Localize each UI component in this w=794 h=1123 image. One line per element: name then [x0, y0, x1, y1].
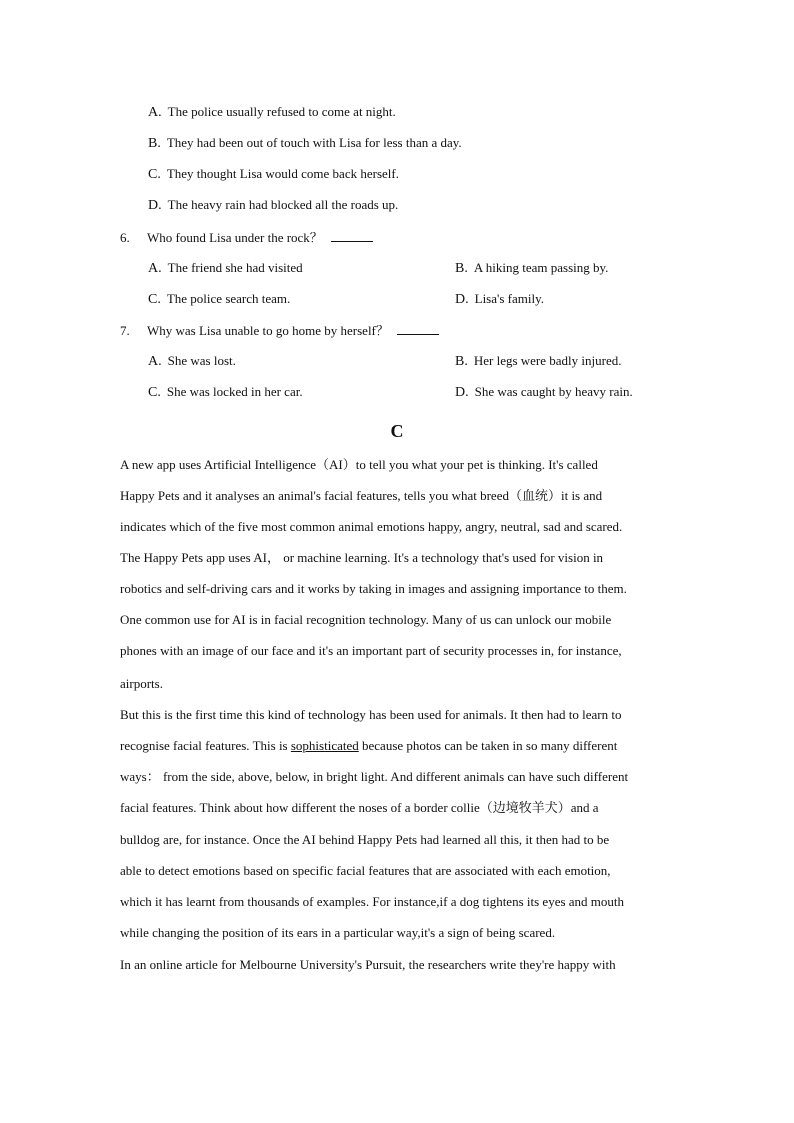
option-letter: C.: [148, 385, 161, 400]
q7-stem: [120, 322, 439, 339]
option-letter: B.: [455, 261, 468, 276]
option-letter: D.: [455, 292, 469, 307]
option-text: Lisa's family.: [474, 291, 544, 306]
option-text: She was lost.: [167, 353, 236, 368]
question-number: 6.: [120, 230, 130, 245]
q6-option-a[interactable]: [148, 260, 303, 277]
q7-option-a[interactable]: [148, 353, 236, 370]
option-letter: A.: [148, 354, 162, 369]
passage-line: while changing the position of its ears in a particular way,it's a sign of being scared.: [120, 925, 556, 940]
q7-option-b[interactable]: [455, 353, 621, 370]
passage-line: bulldog are, for instance. Once the AI behind Happy Pets had learned all this, it then had to be: [120, 832, 610, 847]
passage-line: [120, 738, 617, 754]
passage-line: able to detect emotions based on specific facial features that are associated with each emotion,: [120, 863, 611, 878]
option-letter: D.: [455, 385, 469, 400]
passage-line: indicates which of the five most common animal emotions happy, angry, neutral, sad and scared.: [120, 519, 623, 534]
q6-option-d[interactable]: [455, 291, 544, 308]
option-letter: C.: [148, 167, 161, 182]
passage-text: because photos can be taken in so many different: [358, 738, 618, 753]
answer-blank[interactable]: [331, 229, 373, 242]
q5-option-d[interactable]: [148, 197, 398, 214]
section-title: C: [390, 421, 404, 441]
option-text: The police usually refused to come at night.: [167, 104, 396, 119]
passage-line: ways： from the side, above, below, in bright light. And different animals can have such different: [120, 769, 629, 784]
question-text: Who found Lisa under the rock？: [147, 230, 323, 245]
passage-line: which it has learnt from thousands of examples. For instance,if a dog tightens its eyes and mouth: [120, 894, 625, 909]
question-number: 7.: [120, 323, 130, 338]
question-text: Why was Lisa unable to go home by herself？: [147, 323, 389, 338]
option-text: She was caught by heavy rain.: [474, 384, 633, 399]
option-text: They thought Lisa would come back herself.: [166, 166, 399, 181]
q7-option-d[interactable]: [455, 384, 633, 401]
underlined-word: sophisticated: [290, 738, 359, 753]
passage-line: Happy Pets and it analyses an animal's facial features, tells you what breed（血统）it is and: [120, 488, 603, 503]
option-text: The friend she had visited: [167, 260, 303, 275]
passage-line: phones with an image of our face and it's an important part of security processes in, for instance,: [120, 643, 622, 658]
option-letter: A.: [148, 105, 162, 120]
option-text: She was locked in her car.: [166, 384, 303, 399]
q6-option-b[interactable]: [455, 260, 608, 277]
option-letter: B.: [148, 136, 161, 151]
option-letter: C.: [148, 292, 161, 307]
passage-line: robotics and self-driving cars and it works by taking in images and assigning importance to them.: [120, 581, 627, 596]
option-text: The heavy rain had blocked all the roads up.: [167, 197, 399, 212]
option-letter: A.: [148, 261, 162, 276]
q6-option-c[interactable]: [148, 291, 290, 308]
option-text: A hiking team passing by.: [473, 260, 609, 275]
passage-line: A new app uses Artificial Intelligence（AI）to tell you what your pet is thinking. It's called: [120, 457, 598, 472]
passage-line: facial features. Think about how different the noses of a border collie（边境牧羊犬）and a: [120, 800, 599, 815]
passage-line: airports.: [120, 676, 163, 691]
passage-line: The Happy Pets app uses AI， or machine learning. It's a technology that's used for vision in: [120, 550, 604, 565]
q7-option-c[interactable]: [148, 384, 303, 401]
option-text: The police search team.: [166, 291, 291, 306]
option-text: They had been out of touch with Lisa for less than a day.: [166, 135, 462, 150]
answer-blank[interactable]: [397, 322, 439, 335]
passage-text: recognise facial features. This is: [120, 738, 291, 753]
passage-line: One common use for AI is in facial recognition technology. Many of us can unlock our mobile: [120, 612, 612, 627]
option-letter: D.: [148, 198, 162, 213]
q5-option-c[interactable]: [148, 166, 399, 183]
q5-option-b[interactable]: [148, 135, 462, 152]
q6-stem: [120, 229, 373, 246]
option-text: Her legs were badly injured.: [473, 353, 622, 368]
option-letter: B.: [455, 354, 468, 369]
passage-line: In an online article for Melbourne University's Pursuit, the researchers write they're happy with: [120, 957, 616, 972]
passage-line: But this is the first time this kind of technology has been used for animals. It then had to learn to: [120, 707, 622, 722]
q5-option-a[interactable]: [148, 104, 396, 121]
